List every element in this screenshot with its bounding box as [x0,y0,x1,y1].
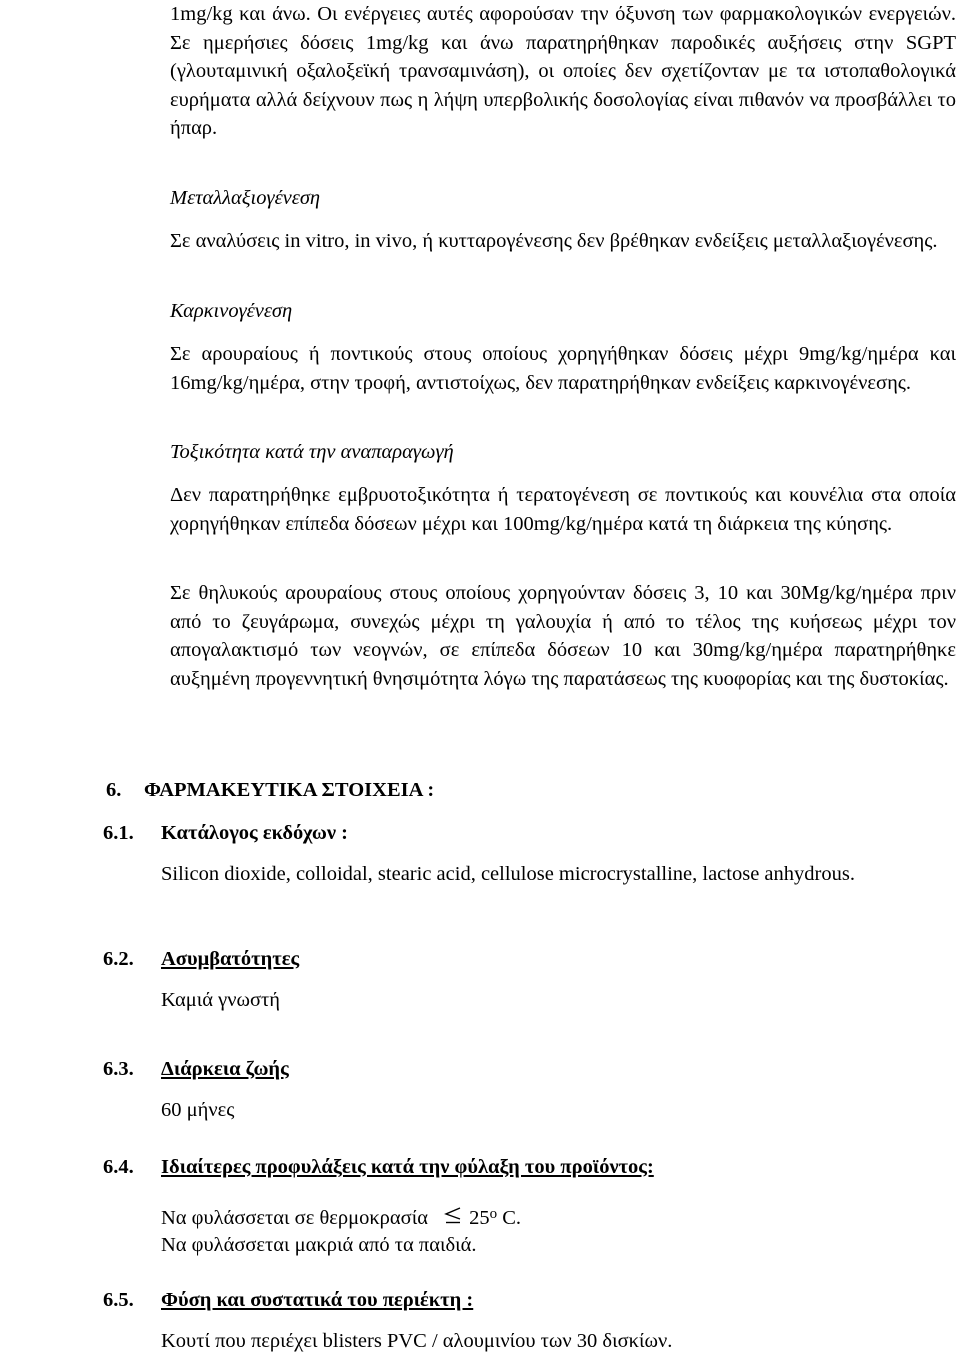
incompatibilities-text: Καμιά γνωστή [161,989,280,1011]
section-6-heading [106,776,434,804]
section-6-4-number: 6.4. [103,1156,134,1178]
section-6-1-number: 6.1. [103,822,134,844]
storage-temperature-value: 25 [469,1207,490,1229]
reproductive-toxicity-text-1: Δεν παρατηρήθηκε εμβρυοτοξικότητα ή τερατογένεση σε ποντικούς και κουνέλια στα οποία χορηγήθηκαν επίπεδα δόσεων μέχρι και 100mg/kg/ημέρα κατά τη διάρκεια της κύησης. [170,484,956,535]
section-6-5-number: 6.5. [103,1289,134,1311]
degree-symbol: o [489,1206,498,1222]
storage-temperature-line [161,1200,956,1233]
section-6-2-number: 6.2. [103,948,134,970]
container-text: Κουτί που περιέχει blisters PVC / αλουμινίου των 30 δισκίων. [161,1330,673,1352]
mutagenesis-text: Σε αναλύσεις in vitro, in vivo, ή κυτταρογένεσης δεν βρέθηκαν ενδείξεις μεταλλαξιογένεσης. [170,230,938,252]
section-6-title: ΦΑΡΜΑΚΕΥΤΙΚΑ ΣΤΟΙΧΕΙΑ : [144,779,435,801]
section-6-3-title: Διάρκεια ζωής [161,1058,289,1080]
shelf-life-text: 60 μήνες [161,1099,235,1121]
section-6-number: 6. [106,779,122,801]
section-6-1-title: Κατάλογος εκδόχων : [161,822,348,844]
less-equal-icon [443,1204,463,1233]
section-6-4-title: Ιδιαίτερες προφυλάξεις κατά την φύλαξη του προϊόντος: [161,1156,654,1178]
mutagenesis-heading: Μεταλλαξιογένεση [170,187,321,209]
section-6-5-title: Φύση και συστατικά του περιέκτη : [161,1289,474,1311]
storage-children-line: Να φυλάσσεται μακριά από τα παιδιά. [161,1234,477,1256]
carcinogenesis-text: Σε αρουραίους ή ποντικούς στους οποίους χορηγήθηκαν δόσεις μέχρι 9mg/kg/ημέρα και 16mg/kg/ημέρα, στην τροφή, αντιστοίχως, δεν παρατηρήθηκαν ενδείξεις καρκινογένεσης. [170,343,956,394]
section-6-2-title: Ασυμβατότητες [161,948,300,970]
carcinogenesis-heading: Καρκινογένεση [170,300,293,322]
storage-temperature-unit: C. [502,1207,522,1229]
reproductive-toxicity-heading: Τοξικότητα κατά την αναπαραγωγή [170,441,454,463]
section-6-3-number: 6.3. [103,1058,134,1080]
excipients-text: Silicon dioxide, colloidal, stearic acid, cellulose microcrystalline, lactose anhydrous. [161,863,855,885]
storage-temperature-prefix: Να φυλάσσεται σε θερμοκρασία [161,1207,428,1229]
pharmacology-paragraph: 1mg/kg και άνω. Οι ενέργειες αυτές αφορούσαν την όξυνση των φαρμακολογικών ενεργειών. Σε ημερήσιες δόσεις 1mg/kg και άνω παρατηρήθηκαν παροδικές αυξήσεις στην SGPT (γλουταμινική οξαλοξεϊκή τρανσαμινάση), οι οποίες δεν σχετίζονταν με τα ιστοπαθολογικά ευρήματα αλλά δείχνουν πως η λήψη υπερβολικής δοσολογίας είναι πιθανόν να προσβάλλει το ήπαρ. [170,3,956,140]
reproductive-toxicity-text-2: Σε θηλυκούς αρουραίους στους οποίους χορηγούνταν δόσεις 3, 10 και 30Mg/kg/ημέρα πριν από το ζευγάρωμα, συνεχώς μέχρι τη γαλουχία ή από το τέλος της κυήσεως μέχρι τον απογαλακτισμό των νεογνών, σε επίπεδα δόσεων 10 και 30mg/kg/ημέρα παρατηρήθηκε αυξημένη προγεννητική θνησιμότητα λόγω της παρατάσεως της κυοφορίας και της δυστοκίας. [170,582,956,690]
